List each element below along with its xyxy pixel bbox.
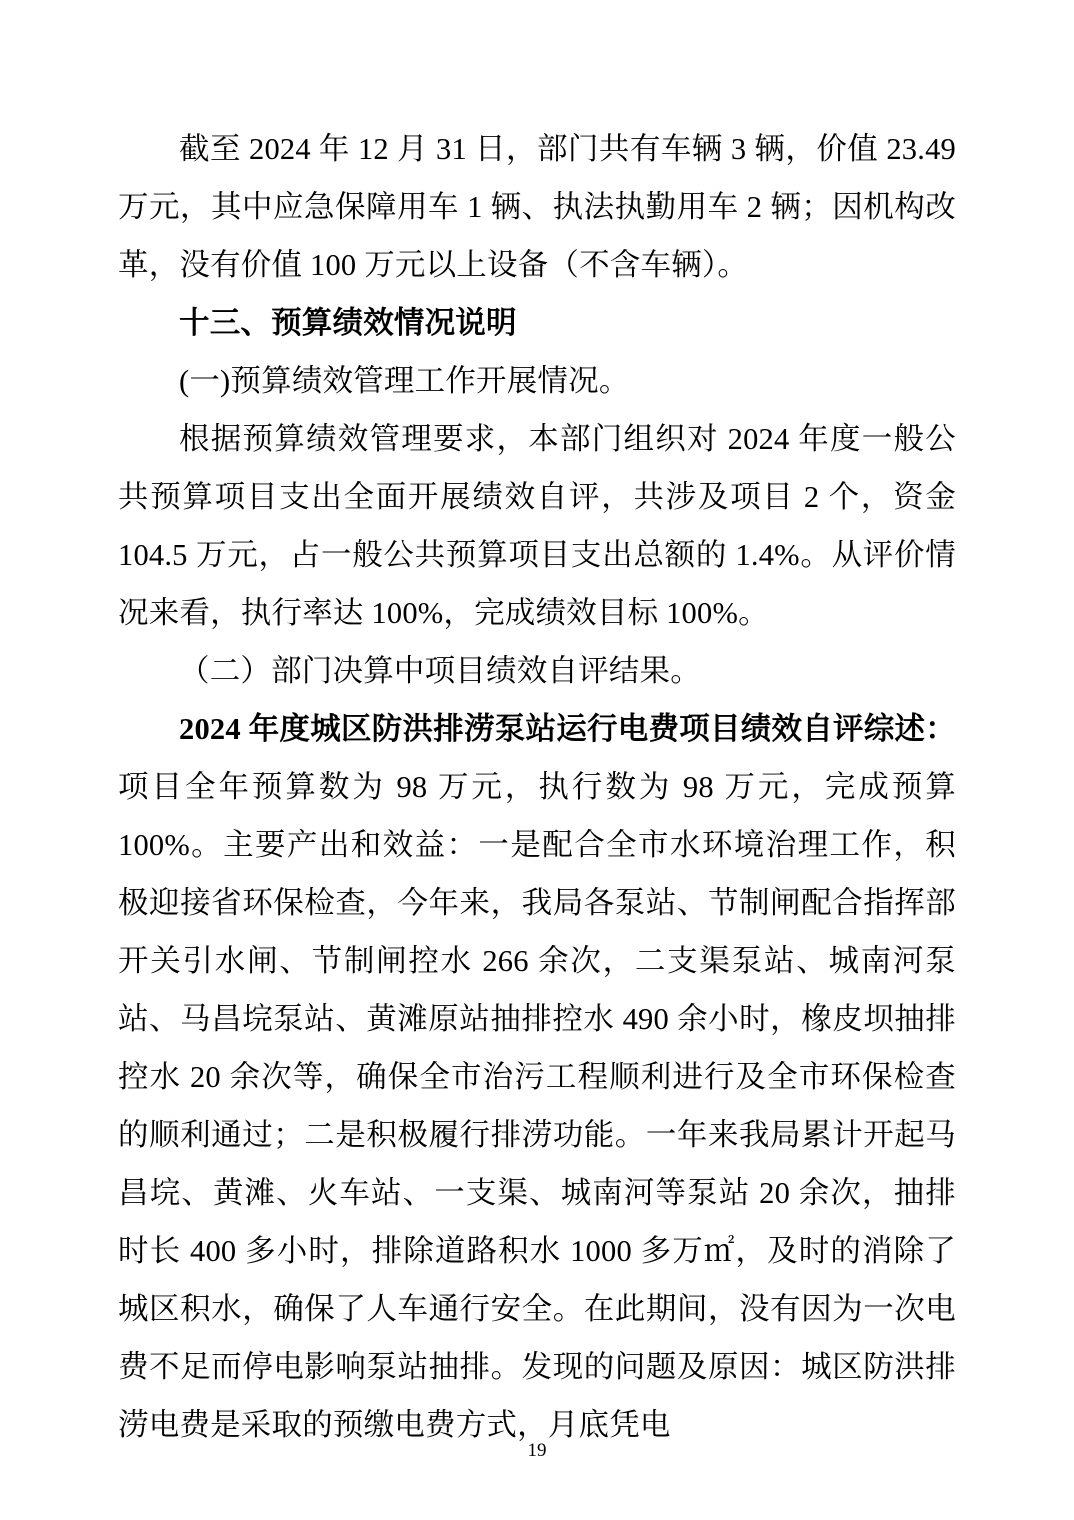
heading-subsection-one: (一)预算绩效管理工作开展情况。 bbox=[179, 364, 630, 398]
paragraph-assets-vehicles: 截至 2024 年 12 月 31 日，部门共有车辆 3 辆，价值 23.49 万元，其中应急保障用车 1 辆、执法执勤用车 2 辆；因机构改革，没有价值 100 万元以上设备（不含车辆）。 bbox=[118, 132, 956, 282]
heading-subsection-two: （二）部门决算中项目绩效自评结果。 bbox=[179, 654, 701, 688]
paragraph-performance-management: 根据预算绩效管理要求，本部门组织对 2024 年度一般公共预算项目支出全面开展绩效自评，共涉及项目 2 个，资金 104.5 万元，占一般公共预算项目支出总额的 1.4%。从评价情况来看，执行率达 100%，完成绩效目标 100%。 bbox=[118, 422, 956, 630]
heading-section-thirteen: 十三、预算绩效情况说明 bbox=[179, 306, 517, 340]
paragraph-pump-station-evaluation bbox=[118, 700, 956, 1454]
pump-station-evaluation-title: 2024 年度城区防洪排涝泵站运行电费项目绩效自评综述： bbox=[179, 712, 956, 746]
document-body bbox=[118, 120, 956, 1454]
page-number: 19 bbox=[527, 1440, 547, 1461]
pump-station-evaluation-text: 项目全年预算数为 98 万元，执行数为 98 万元，完成预算 100%。主要产出和效益：一是配合全市水环境治理工作，积极迎接省环保检查，今年来，我局各泵站、节制闸配合指挥部开关引水闸、节制闸控水 266 余次，二支渠泵站、城南河泵站、马昌垸泵站、黄滩原站抽排控水 490 余小时，橡皮坝抽排控水 20 余次等，确保全市治污工程顺利进行及全市环保检查的顺利通过；二是积极履行排涝功能。一年来我局累计开起马昌垸、黄滩、火车站、一支渠、城南河等泵站 20 余次，抽排时长 400 多小时，排除道路积水 1000 多万㎡，及时的消除了城区积水，确保了人车通行安全。在此期间，没有因为一次电费不足而停电影响泵站抽排。发现的问题及原因：城区防洪排涝电费是采取的预缴电费方式，月底凭电 bbox=[118, 770, 956, 1442]
